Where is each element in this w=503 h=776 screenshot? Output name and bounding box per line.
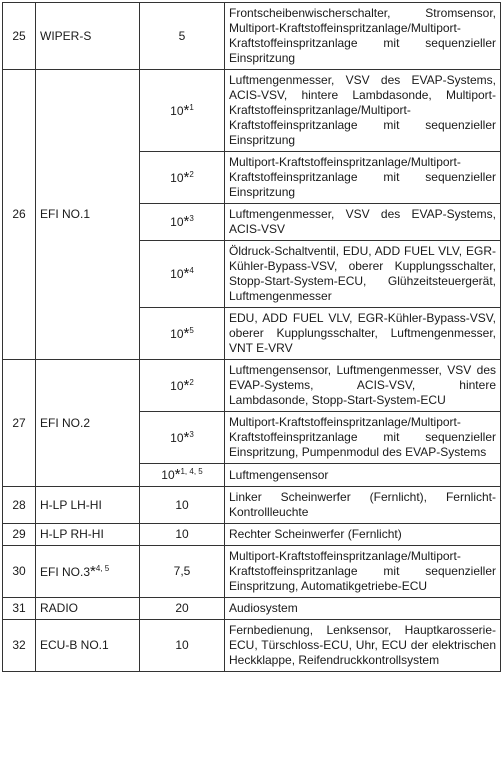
fuse-amperage: 5 [178, 28, 186, 43]
fuse-circuit-cell: Fernbedienung, Lenksensor, Hauptkarosserie-ECU, Türschloss-ECU, Uhr, ECU der elektrischen Heckklappe, Reifendruckkontrollsystem [225, 620, 501, 672]
table-row [3, 360, 501, 412]
fuse-amperage: 10 [175, 527, 189, 541]
fuse-name: ECU-B NO.1 [40, 638, 109, 652]
fuse-circuit-cell: EDU, ADD FUEL VLV, EGR-Kühler-Bypass-VSV, oberer Kupplungsschalter, Luftmengenmesser, VNT E-VRV [225, 308, 501, 360]
fuse-circuit-cell: Rechter Scheinwerfer (Fernlicht) [225, 524, 501, 546]
fuse-table-body [3, 3, 501, 672]
fuse-number-cell: 25 [3, 3, 36, 70]
fuse-number-cell: 29 [3, 524, 36, 546]
fuse-amperage-cell [140, 241, 225, 308]
fuse-amperage: 10 [170, 103, 184, 118]
fuse-name: WIPER-S [40, 28, 92, 43]
fuse-amperage-cell [140, 598, 225, 620]
fuse-name: EFI NO.2 [40, 415, 91, 430]
fuse-circuit-cell: Luftmengensensor, Luftmengenmesser, VSV des EVAP-Systems, ACIS-VSV, hintere Lambdasonde, Stopp-Start-System-ECU [225, 360, 501, 412]
footnote-asterisk: * [183, 376, 190, 394]
footnote-asterisk: * [90, 562, 96, 580]
fuse-amperage-cell [140, 546, 225, 598]
fuse-circuit-cell: Audiosystem [225, 598, 501, 620]
footnote-asterisk: * [183, 101, 190, 119]
fuse-name: H-LP RH-HI [40, 527, 104, 541]
fuse-number-cell: 28 [3, 487, 36, 524]
table-row [3, 3, 501, 70]
fuse-name-cell [36, 620, 140, 672]
fuse-name-cell [36, 546, 140, 598]
fuse-name: H-LP LH-HI [40, 497, 102, 512]
table-row [3, 487, 501, 524]
footnote-ref: 1 [189, 102, 194, 112]
footnote-asterisk: * [183, 428, 190, 446]
footnote-asterisk: * [183, 213, 190, 230]
fuse-name-cell [36, 524, 140, 546]
fuse-amperage-cell [140, 360, 225, 412]
fuse-amperage-cell [140, 412, 225, 464]
fuse-name: EFI NO.1 [40, 207, 91, 221]
fuse-amperage-cell [140, 152, 225, 204]
fuse-circuit-cell: Frontscheibenwischerschalter, Stromsensor, Multiport-Kraftstoffeinspritzanlage/Multiport-Kraftstoffeinspritzanlage mit sequenzieller Einspritzung [225, 3, 501, 70]
fuse-amperage: 7,5 [173, 564, 191, 578]
fuse-amperage: 10 [170, 267, 184, 281]
fuse-amperage: 10 [170, 378, 184, 393]
footnote-asterisk: * [183, 265, 190, 282]
fuse-circuit-cell: Multiport-Kraftstoffeinspritzanlage/Multiport-Kraftstoffeinspritzanlage mit sequenzieller Einspritzung, Automatikgetriebe-ECU [225, 546, 501, 598]
footnote-ref: 2 [189, 377, 194, 387]
fuse-name-cell [36, 598, 140, 620]
fuse-name-cell [36, 487, 140, 524]
fuse-amperage-cell [140, 3, 225, 70]
footnote-ref: 5 [189, 325, 194, 335]
fuse-number-cell: 26 [3, 70, 36, 360]
fuse-amperage: 10 [170, 430, 184, 445]
fuse-circuit-cell: Luftmengensensor [225, 464, 501, 487]
footnote-asterisk: * [174, 466, 181, 483]
footnote-ref: 2 [189, 169, 194, 179]
fuse-name-cell [36, 360, 140, 487]
table-row [3, 546, 501, 598]
table-row [3, 598, 501, 620]
fuse-number-cell: 30 [3, 546, 36, 598]
footnote-ref: 3 [189, 429, 194, 439]
fuse-amperage-cell [140, 70, 225, 152]
fuse-name: RADIO [40, 601, 79, 615]
fuse-number-cell: 32 [3, 620, 36, 672]
fuse-number-cell: 27 [3, 360, 36, 487]
fuse-amperage: 10 [170, 170, 184, 185]
footnote-ref: 3 [189, 214, 194, 223]
fuse-amperage: 10 [161, 468, 175, 482]
fuse-name-cell [36, 3, 140, 70]
fuse-circuit-cell: Linker Scheinwerfer (Fernlicht), Fernlicht-Kontrollleuchte [225, 487, 501, 524]
fuse-amperage: 10 [175, 497, 189, 512]
footnote-ref: 1, 4, 5 [180, 467, 203, 476]
fuse-number-cell: 31 [3, 598, 36, 620]
footnote-ref: 4 [189, 266, 194, 275]
fuse-circuit-cell: Luftmengenmesser, VSV des EVAP-Systems, ACIS-VSV [225, 204, 501, 241]
fuse-circuit-cell: Öldruck-Schaltventil, EDU, ADD FUEL VLV, EGR-Kühler-Bypass-VSV, oberer Kupplungsschalter, Stopp-Start-System-ECU, Glühzeitsteuergerät, Luftmengenmesser [225, 241, 501, 308]
fuse-amperage-cell [140, 308, 225, 360]
fuse-amperage: 10 [170, 326, 184, 341]
footnote-asterisk: * [183, 168, 190, 186]
fuse-table [2, 2, 501, 672]
fuse-amperage: 10 [170, 215, 184, 229]
table-row [3, 524, 501, 546]
fuse-amperage: 20 [175, 601, 189, 615]
fuse-circuit-cell: Luftmengenmesser, VSV des EVAP-Systems, ACIS-VSV, hintere Lambdasonde, Multiport-Kraftstoffeinspritzanlage/Multiport-Kraftstoffeinspritzanlage mit sequenzieller Einspritzung [225, 70, 501, 152]
fuse-name: EFI NO.3 [40, 564, 91, 579]
footnote-ref: 4, 5 [95, 563, 110, 573]
table-row [3, 70, 501, 152]
fuse-name-cell [36, 70, 140, 360]
fuse-circuit-cell: Multiport-Kraftstoffeinspritzanlage/Multiport-Kraftstoffeinspritzanlage mit sequenzieller Einspritzung [225, 152, 501, 204]
fuse-amperage-cell [140, 487, 225, 524]
footnote-asterisk: * [183, 324, 190, 342]
fuse-amperage-cell [140, 464, 225, 487]
table-row [3, 620, 501, 672]
fuse-amperage-cell [140, 620, 225, 672]
fuse-amperage-cell [140, 524, 225, 546]
fuse-circuit-cell: Multiport-Kraftstoffeinspritzanlage/Multiport-Kraftstoffeinspritzanlage mit sequenzieller Einspritzung, Pumpenmodul des EVAP-Systems [225, 412, 501, 464]
fuse-amperage-cell [140, 204, 225, 241]
fuse-amperage: 10 [175, 638, 189, 652]
